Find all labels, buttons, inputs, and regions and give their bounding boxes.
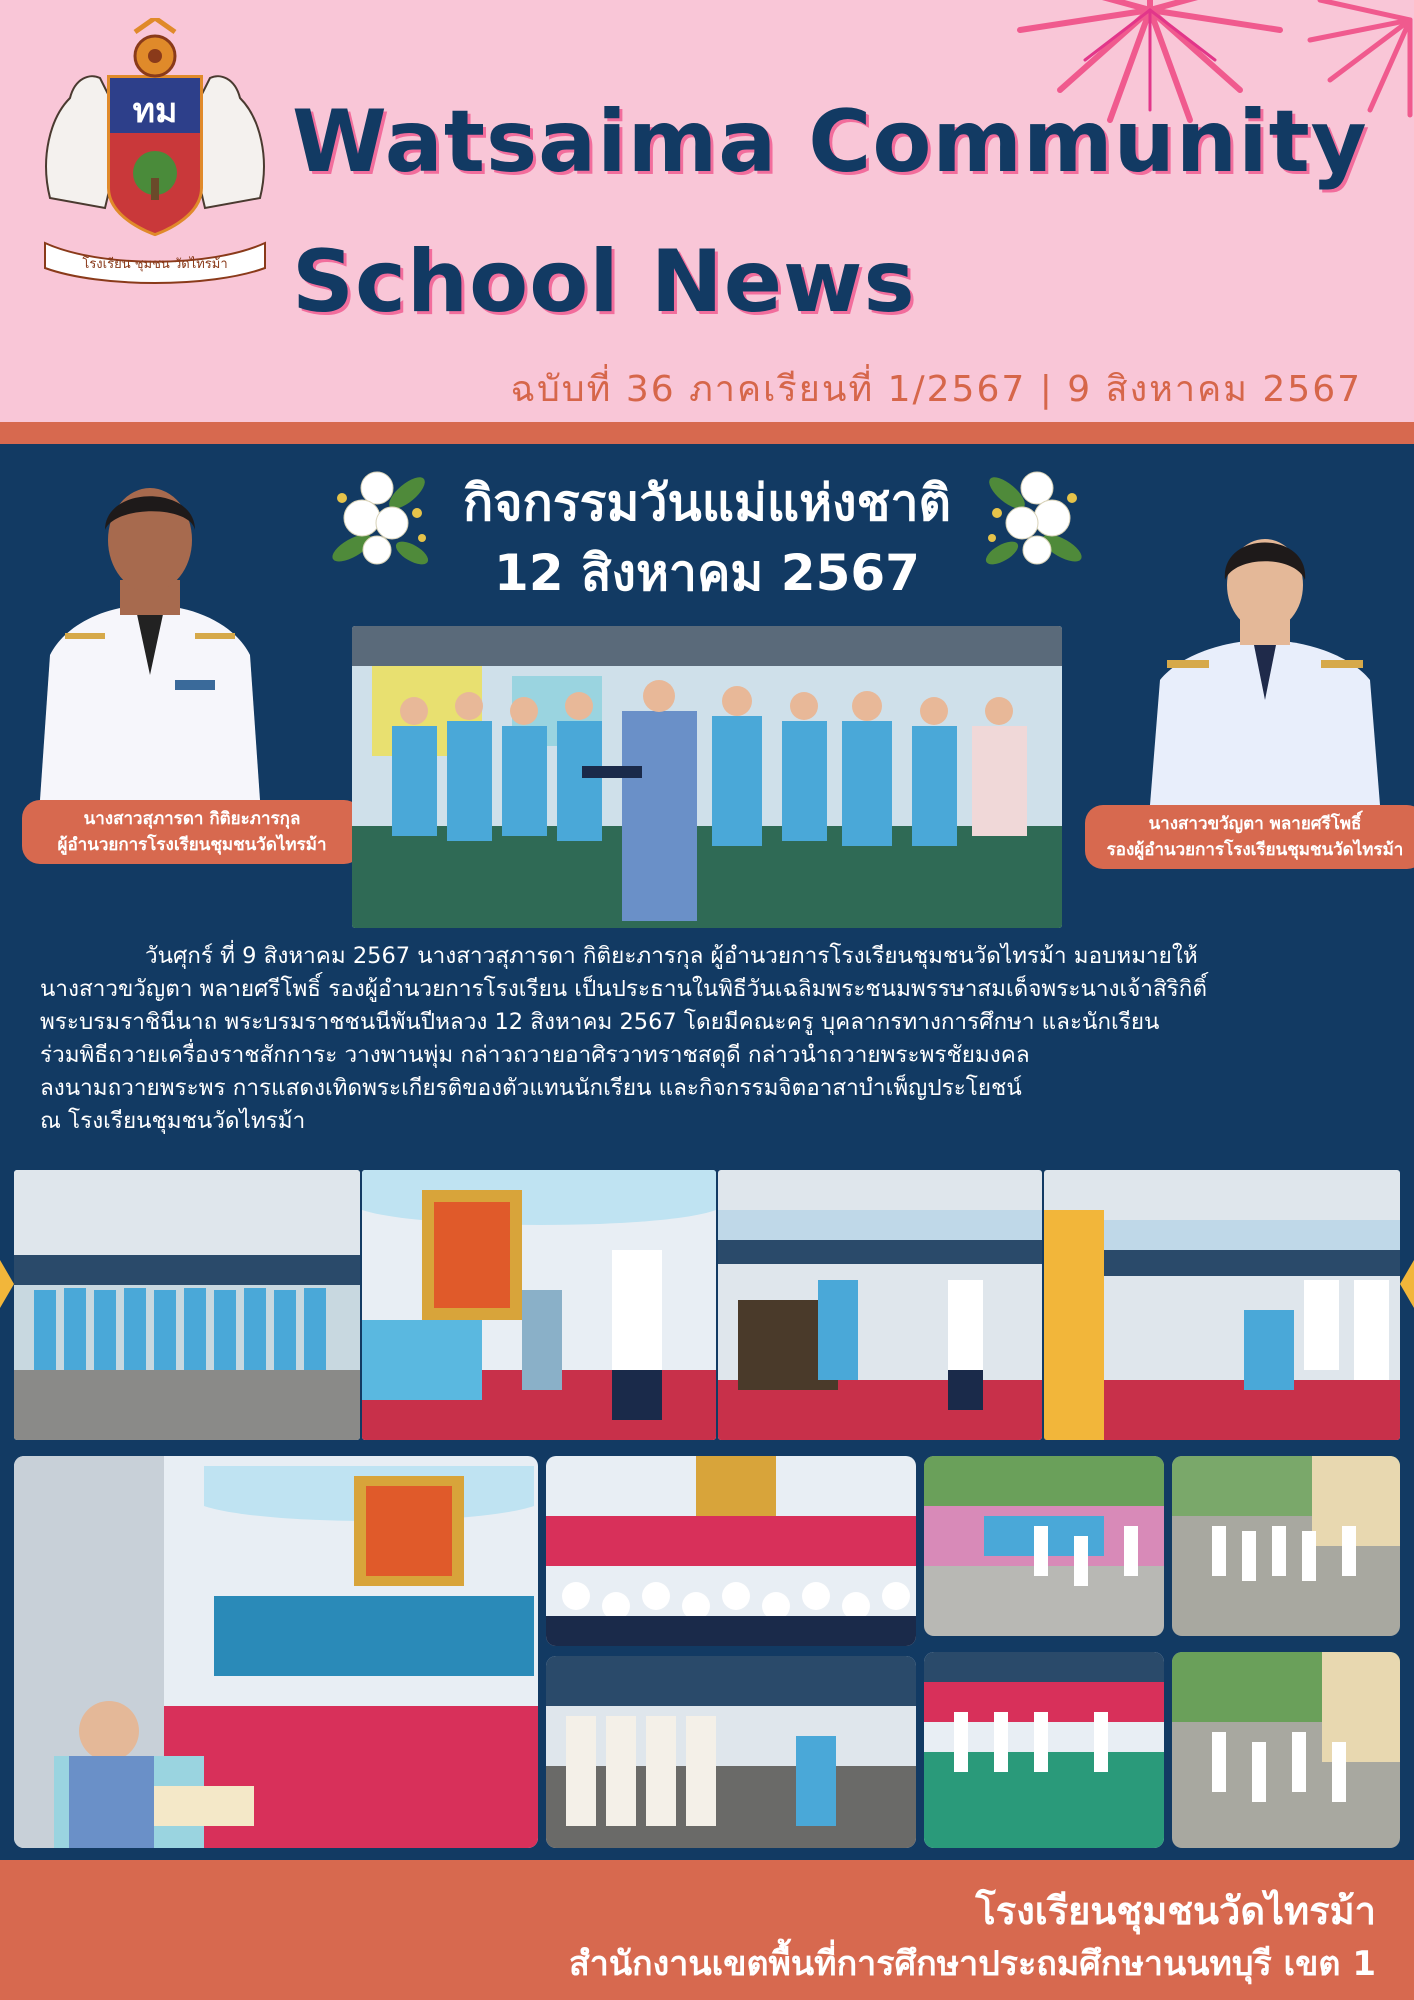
deputy-name: นางสาวขวัญตา พลายศรีโพธิ์ bbox=[1148, 814, 1362, 834]
portrait-deputy bbox=[1135, 515, 1395, 805]
footer-office-name: สำนักงานเขตพื้นที่การศึกษาประถมศึกษานนทบุรี เขต 1 bbox=[568, 1944, 1376, 1984]
event-title-line2: 12 สิงหาคม 2567 bbox=[494, 544, 920, 602]
crest-initials: ทม bbox=[132, 91, 178, 131]
photo-staff-lineup bbox=[14, 1170, 360, 1440]
article-line: ลงนามถวายพระพร การแสดงเทิดพระเกียรติของตัวแทนนักเรียน และกิจกรรมจิตอาสาบำเพ็ญประโยชน์ bbox=[40, 1075, 1022, 1101]
name-tag-director bbox=[22, 800, 362, 864]
photo-student-offering bbox=[1044, 1170, 1400, 1440]
name-tag-deputy bbox=[1085, 805, 1414, 869]
article-line: ณ โรงเรียนชุมชนวัดไทรม้า bbox=[40, 1108, 306, 1134]
left-arrow-decoration bbox=[0, 1260, 14, 1308]
newsletter-title-line2: School News bbox=[292, 232, 916, 332]
crest-ribbon-text: โรงเรียน ชุมชน วัดไทรม้า bbox=[82, 257, 228, 272]
footer-school-name: โรงเรียนชุมชนวัดไทรม้า bbox=[975, 1889, 1376, 1933]
school-crest-logo bbox=[30, 18, 280, 288]
photo-teacher-offering bbox=[718, 1170, 1042, 1440]
photo-students-seated bbox=[546, 1456, 916, 1646]
issue-info: ฉบับที่ 36 ภาคเรียนที่ 1/2567 | 9 สิงหาคม 2567 bbox=[510, 369, 1362, 410]
photo-portrait-offering bbox=[362, 1170, 716, 1440]
article-line: พระบรมราชินีนาถ พระบรมราชชนนีพันปีหลวง 12 สิงหาคม 2567 โดยมีคณะครู บุคลากรทางการศึกษา และนักเรียน bbox=[40, 1009, 1160, 1035]
ceremony-photo-main bbox=[352, 626, 1062, 928]
photo-dance-performance bbox=[546, 1656, 916, 1848]
photo-volunteer-mopping bbox=[924, 1652, 1164, 1848]
article-line: ร่วมพิธีถวายเครื่องราชสักการะ วางพานพุ่ม กล่าวถวายอาศิรวาทราชสดุดี กล่าวนำถวายพระพรชัยมงคล bbox=[40, 1042, 1030, 1068]
photo-volunteer-cleaning-1 bbox=[924, 1456, 1164, 1636]
portrait-director bbox=[25, 455, 275, 800]
photo-volunteer-cleaning-2 bbox=[1172, 1456, 1400, 1636]
right-arrow-decoration bbox=[1400, 1260, 1414, 1308]
article-line: นางสาวขวัญตา พลายศรีโพธิ์ รองผู้อำนวยการโรงเรียน เป็นประธานในพิธีวันเฉลิมพระชนมพรรษาสมเด็จพระนางเจ้าสิริกิติ์ bbox=[40, 976, 1208, 1002]
article-first-line: วันศุกร์ ที่ 9 สิงหาคม 2567 นางสาวสุภารดา กิติยะภารกุล ผู้อำนวยการโรงเรียนชุมชนวัดไทรม้า มอบหมายให้ bbox=[145, 943, 1198, 969]
director-position: ผู้อำนวยการโรงเรียนชุมชนวัดไทรม้า bbox=[57, 835, 327, 855]
deputy-position: รองผู้อำนวยการโรงเรียนชุมชนวัดไทรม้า bbox=[1106, 840, 1404, 860]
article-body bbox=[40, 940, 1380, 1138]
photo-signing-book bbox=[14, 1456, 538, 1848]
newsletter-title-line1: Watsaima Community bbox=[292, 92, 1368, 192]
event-title bbox=[360, 468, 1054, 608]
director-name: นางสาวสุภารดา กิติยะภารกุล bbox=[83, 809, 301, 829]
event-title-line1: กิจกรรมวันแม่แห่งชาติ bbox=[462, 474, 952, 532]
header-divider bbox=[0, 422, 1414, 444]
photo-volunteer-sweeping bbox=[1172, 1652, 1400, 1848]
